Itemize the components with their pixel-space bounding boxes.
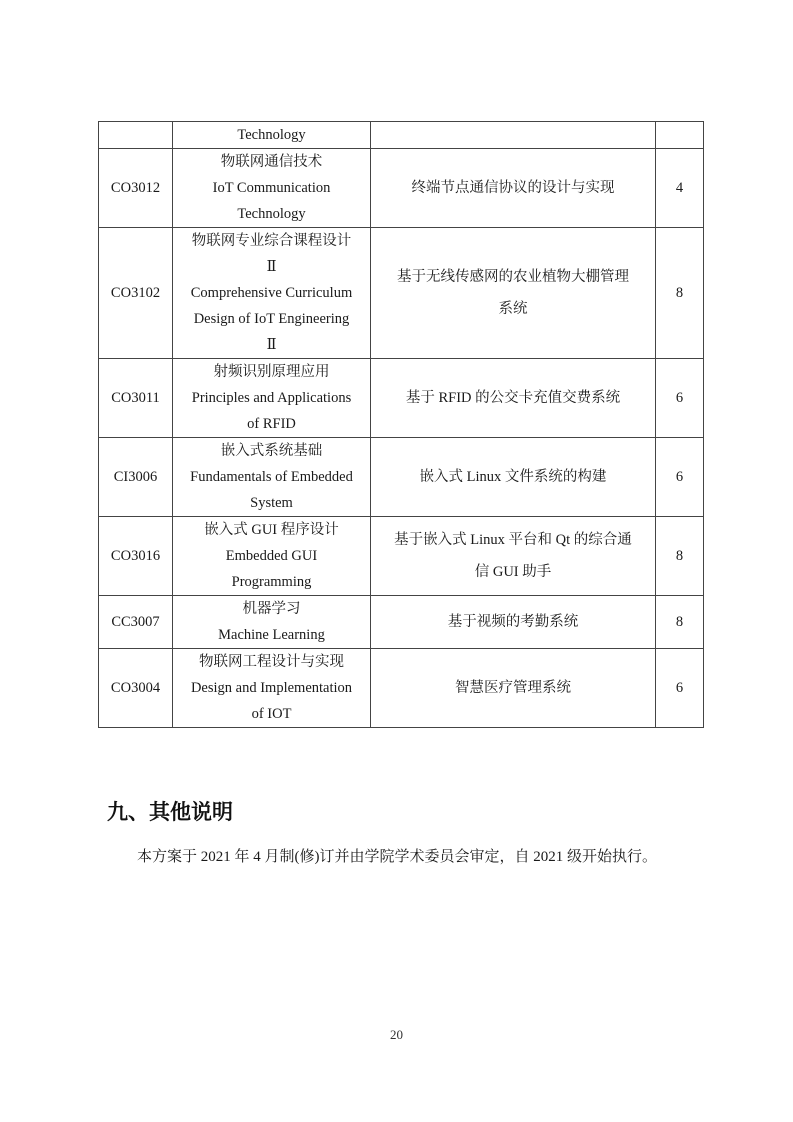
weeks-cell [656,122,704,149]
weeks-cell: 8 [656,596,704,649]
course-name-line: 物联网工程设计与实现 [199,654,344,670]
course-name-line: IoT Communication [212,180,331,196]
course-name-line: Ⅱ [266,259,277,275]
table-row [99,438,704,517]
course-name-cell [173,517,371,596]
course-name-line: Design of IoT Engineering [193,311,350,327]
course-name-line: of IOT [251,706,292,722]
course-code-cell: CO3016 [99,517,173,596]
course-name-cell [173,649,371,728]
course-name-line: of RFID [247,416,296,432]
weeks-cell: 4 [656,149,704,228]
course-name-line: Technology [237,127,306,143]
section-heading: 九、其他说明 [107,800,233,824]
table-row [99,359,704,438]
design-topic-cell [371,359,656,438]
course-name-line: System [250,495,293,511]
weeks-cell: 6 [656,438,704,517]
course-code-cell: CO3102 [99,228,173,359]
course-name-line: Programming [231,574,312,590]
weeks-cell: 6 [656,649,704,728]
course-name-line: 嵌入式 GUI 程序设计 [204,522,339,538]
table-row [99,517,704,596]
course-name-line: Embedded GUI [225,548,318,564]
design-topic-line: 系统 [498,301,528,317]
design-topic-line: 信 GUI 助手 [474,564,552,580]
table-row [99,596,704,649]
section-paragraph: 本方案于 2021 年 4 月制(修)订并由学院学术委员会审定，自 2021 级开始执行。 [137,849,657,865]
table-row [99,122,704,149]
course-name-line: 物联网通信技术 [220,154,323,170]
page-number: 20 [390,1027,403,1042]
course-name-cell [173,438,371,517]
design-topic-cell [371,122,656,149]
course-name-cell [173,359,371,438]
course-code-cell: CI3006 [99,438,173,517]
course-name-line: Fundamentals of Embedded [190,469,353,485]
design-topic-line: 基于嵌入式 Linux 平台和 Qt 的综合通 [394,532,632,548]
design-topic-line: 基于 RFID 的公交卡充值交费系统 [405,390,621,406]
course-code-cell: CC3007 [99,596,173,649]
course-code-cell: CO3011 [99,359,173,438]
table-row [99,149,704,228]
design-topic-cell [371,438,656,517]
design-topic-line: 嵌入式 Linux 文件系统的构建 [419,469,607,485]
course-name-cell [173,228,371,359]
course-name-cell [173,122,371,149]
course-name-line: Principles and Applications [191,390,352,406]
course-name-cell [173,596,371,649]
course-name-line: Design and Implementation [190,680,353,696]
table-row [99,228,704,359]
course-name-line: 物联网专业综合课程设计 [191,233,352,249]
design-topic-cell [371,649,656,728]
design-topic-line: 智慧医疗管理系统 [455,680,571,696]
course-name-line: 嵌入式系统基础 [220,443,323,459]
course-design-table [98,121,704,728]
course-code-cell: CO3012 [99,149,173,228]
design-topic-cell [371,517,656,596]
course-name-line: Ⅱ [266,337,277,353]
course-name-line: 射频识别原理应用 [213,364,330,380]
design-topic-cell [371,228,656,359]
design-topic-line: 基于无线传感网的农业植物大棚管理 [397,269,629,285]
course-name-line: Comprehensive Curriculum [190,285,353,301]
design-topic-cell [371,149,656,228]
design-topic-line: 终端节点通信协议的设计与实现 [411,180,615,196]
design-topic-line: 基于视频的考勤系统 [447,614,579,630]
course-name-line: 机器学习 [242,601,301,617]
weeks-cell: 8 [656,228,704,359]
course-code-cell [99,122,173,149]
weeks-cell: 8 [656,517,704,596]
course-name-line: Technology [237,206,306,222]
table-row [99,649,704,728]
design-topic-cell [371,596,656,649]
course-name-line: Machine Learning [218,627,325,643]
weeks-cell: 6 [656,359,704,438]
course-code-cell: CO3004 [99,649,173,728]
course-name-cell [173,149,371,228]
